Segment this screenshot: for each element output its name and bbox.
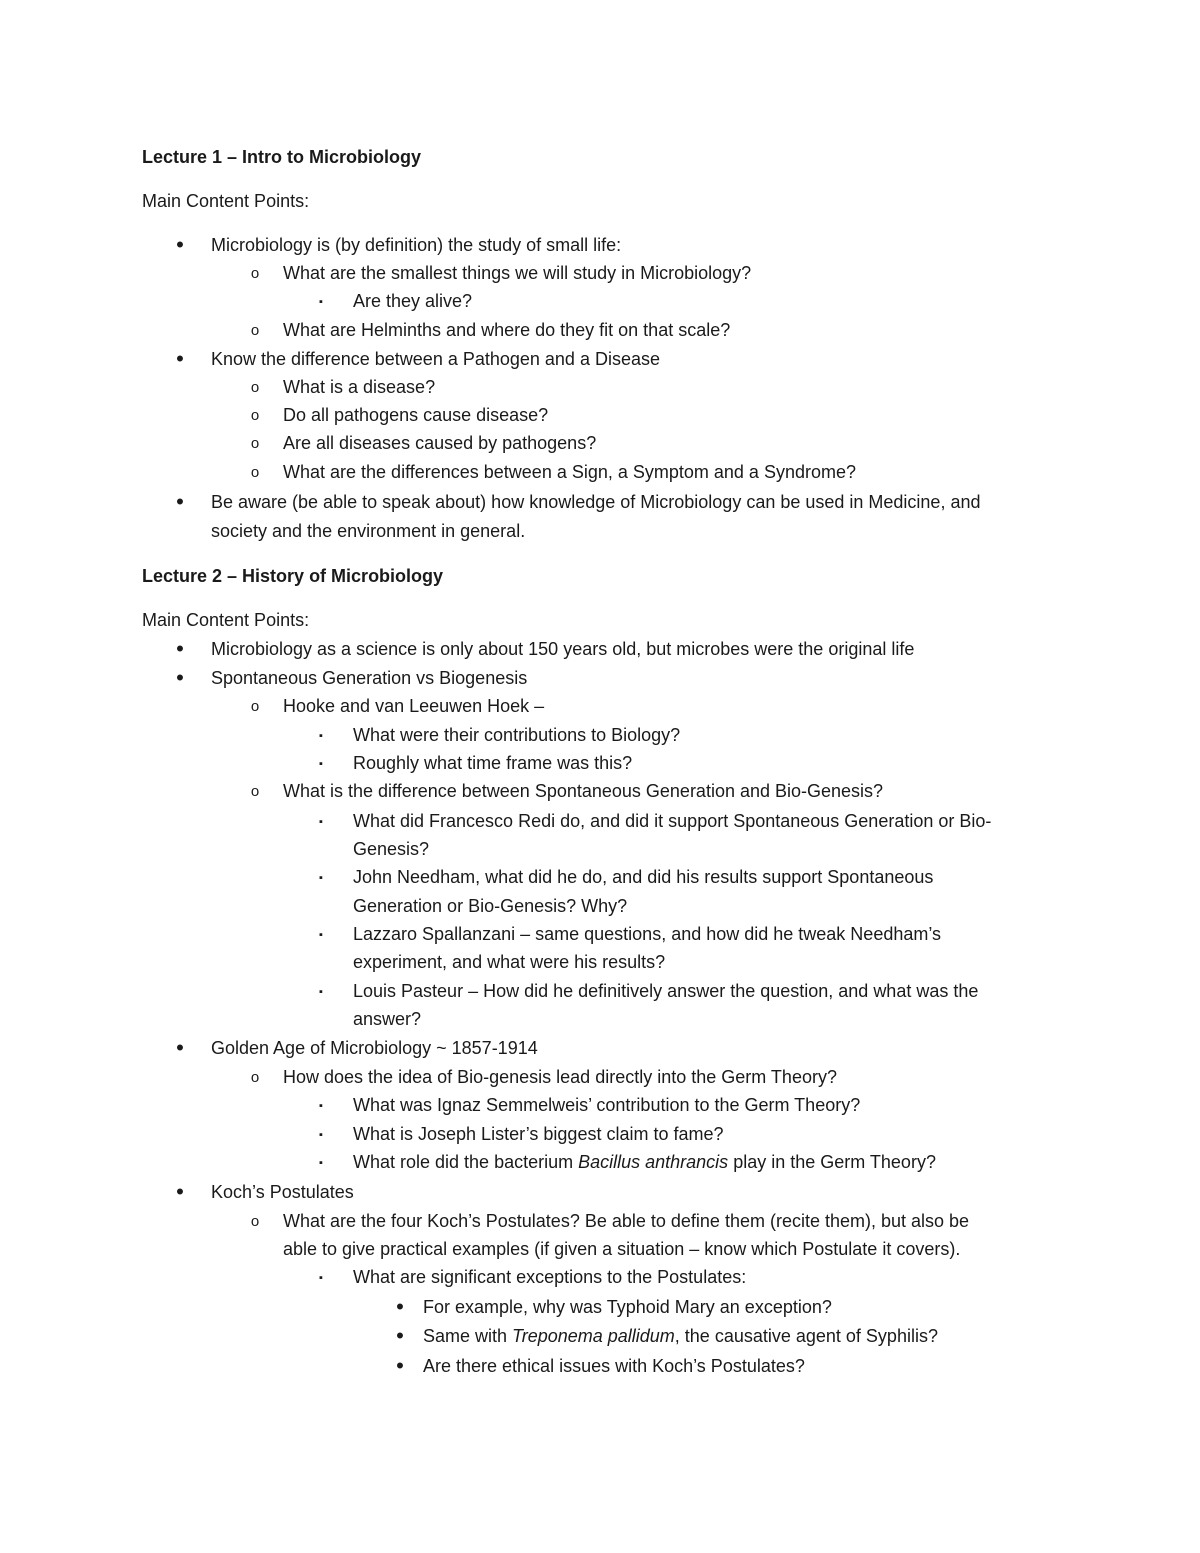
list-item: What is Joseph Lister’s biggest claim to fame?: [353, 1124, 724, 1144]
species-name: Bacillus anthrancis: [578, 1152, 729, 1172]
square-marker: ▪: [319, 758, 323, 770]
list-item: Louis Pasteur – How did he definitively answer the question, and what was the: [353, 981, 979, 1001]
lecture-1-subheading: Main Content Points:: [142, 191, 310, 211]
square-marker: ▪: [319, 730, 323, 742]
list-item: Are there ethical issues with Koch’s Postulates?: [423, 1356, 805, 1376]
bullet-marker: •: [396, 1294, 404, 1319]
list-item-continuation: able to give practical examples (if given a situation – know which Postulate it covers).: [283, 1239, 961, 1259]
circle-marker: o: [250, 783, 260, 800]
circle-marker: o: [250, 1213, 260, 1230]
bullet-marker: •: [176, 636, 184, 661]
list-item: Roughly what time frame was this?: [353, 753, 633, 773]
circle-marker: o: [250, 435, 260, 452]
list-item-text: What role did the bacterium: [353, 1152, 579, 1172]
circle-marker: o: [250, 464, 260, 481]
list-item: Golden Age of Microbiology ~ 1857-1914: [211, 1038, 538, 1058]
list-item: What are significant exceptions to the Postulates:: [353, 1267, 747, 1287]
square-marker: ▪: [319, 872, 323, 884]
list-item-continuation: answer?: [353, 1009, 422, 1029]
list-item: What is a disease?: [283, 377, 436, 397]
circle-marker: o: [250, 265, 260, 282]
list-item: What were their contributions to Biology?: [353, 725, 681, 745]
list-item: Hooke and van Leeuwen Hoek –: [283, 696, 545, 716]
list-item-continuation: experiment, and what were his results?: [353, 952, 666, 972]
list-item: Do all pathogens cause disease?: [283, 405, 549, 425]
list-item: Are all diseases caused by pathogens?: [283, 433, 597, 453]
lecture-2-heading: Lecture 2 – History of Microbiology: [142, 566, 444, 586]
list-item: [423, 1325, 938, 1347]
list-item: What was Ignaz Semmelweis’ contribution to the Germ Theory?: [353, 1095, 861, 1115]
bullet-marker: •: [396, 1323, 404, 1348]
list-item-continuation: Generation or Bio-Genesis? Why?: [353, 896, 628, 916]
list-item: Koch’s Postulates: [211, 1182, 354, 1202]
lecture-2-subheading: Main Content Points:: [142, 610, 310, 630]
square-marker: ▪: [319, 296, 323, 308]
square-marker: ▪: [319, 1157, 323, 1169]
list-item: Microbiology is (by definition) the study of small life:: [211, 235, 622, 255]
list-item: What are the four Koch’s Postulates? Be able to define them (recite them), but also be: [283, 1211, 970, 1231]
list-item-text: Same with: [423, 1326, 513, 1346]
list-item: Know the difference between a Pathogen and a Disease: [211, 349, 660, 369]
list-item: How does the idea of Bio-genesis lead directly into the Germ Theory?: [283, 1067, 837, 1087]
square-marker: ▪: [319, 1100, 323, 1112]
bullet-marker: •: [176, 1179, 184, 1204]
circle-marker: o: [250, 1069, 260, 1086]
list-item: Are they alive?: [353, 291, 473, 311]
list-item-continuation: society and the environment in general.: [211, 521, 526, 541]
list-item-text: play in the Germ Theory?: [728, 1152, 936, 1172]
species-name: Treponema pallidum: [512, 1326, 675, 1346]
list-item: What did Francesco Redi do, and did it support Spontaneous Generation or Bio-: [353, 811, 992, 831]
circle-marker: o: [250, 698, 260, 715]
list-item: What is the difference between Spontaneous Generation and Bio-Genesis?: [283, 781, 884, 801]
square-marker: ▪: [319, 1129, 323, 1141]
bullet-marker: •: [176, 346, 184, 371]
list-item: Spontaneous Generation vs Biogenesis: [211, 668, 528, 688]
list-item: What are the smallest things we will study in Microbiology?: [283, 263, 752, 283]
list-item: [353, 1151, 936, 1173]
square-marker: ▪: [319, 1272, 323, 1284]
circle-marker: o: [250, 322, 260, 339]
bullet-marker: •: [176, 665, 184, 690]
circle-marker: o: [250, 379, 260, 396]
circle-marker: o: [250, 407, 260, 424]
bullet-marker: •: [176, 232, 184, 257]
list-item-continuation: Genesis?: [353, 839, 430, 859]
bullet-marker: •: [396, 1353, 404, 1378]
square-marker: ▪: [319, 816, 323, 828]
bullet-marker: •: [176, 489, 184, 514]
list-item-text: , the causative agent of Syphilis?: [674, 1326, 938, 1346]
bullet-marker: •: [176, 1035, 184, 1060]
list-item: What are Helminths and where do they fit on that scale?: [283, 320, 731, 340]
square-marker: ▪: [319, 986, 323, 998]
list-item: Microbiology as a science is only about 150 years old, but microbes were the original life: [211, 639, 915, 659]
lecture-1-heading: Lecture 1 – Intro to Microbiology: [142, 147, 422, 167]
square-marker: ▪: [319, 929, 323, 941]
list-item: For example, why was Typhoid Mary an exception?: [423, 1297, 832, 1317]
list-item: Lazzaro Spallanzani – same questions, and how did he tweak Needham’s: [353, 924, 942, 944]
list-item: Be aware (be able to speak about) how knowledge of Microbiology can be used in Medicine, and: [211, 492, 981, 512]
list-item: What are the differences between a Sign, a Symptom and a Syndrome?: [283, 462, 856, 482]
list-item: John Needham, what did he do, and did his results support Spontaneous: [353, 867, 934, 887]
